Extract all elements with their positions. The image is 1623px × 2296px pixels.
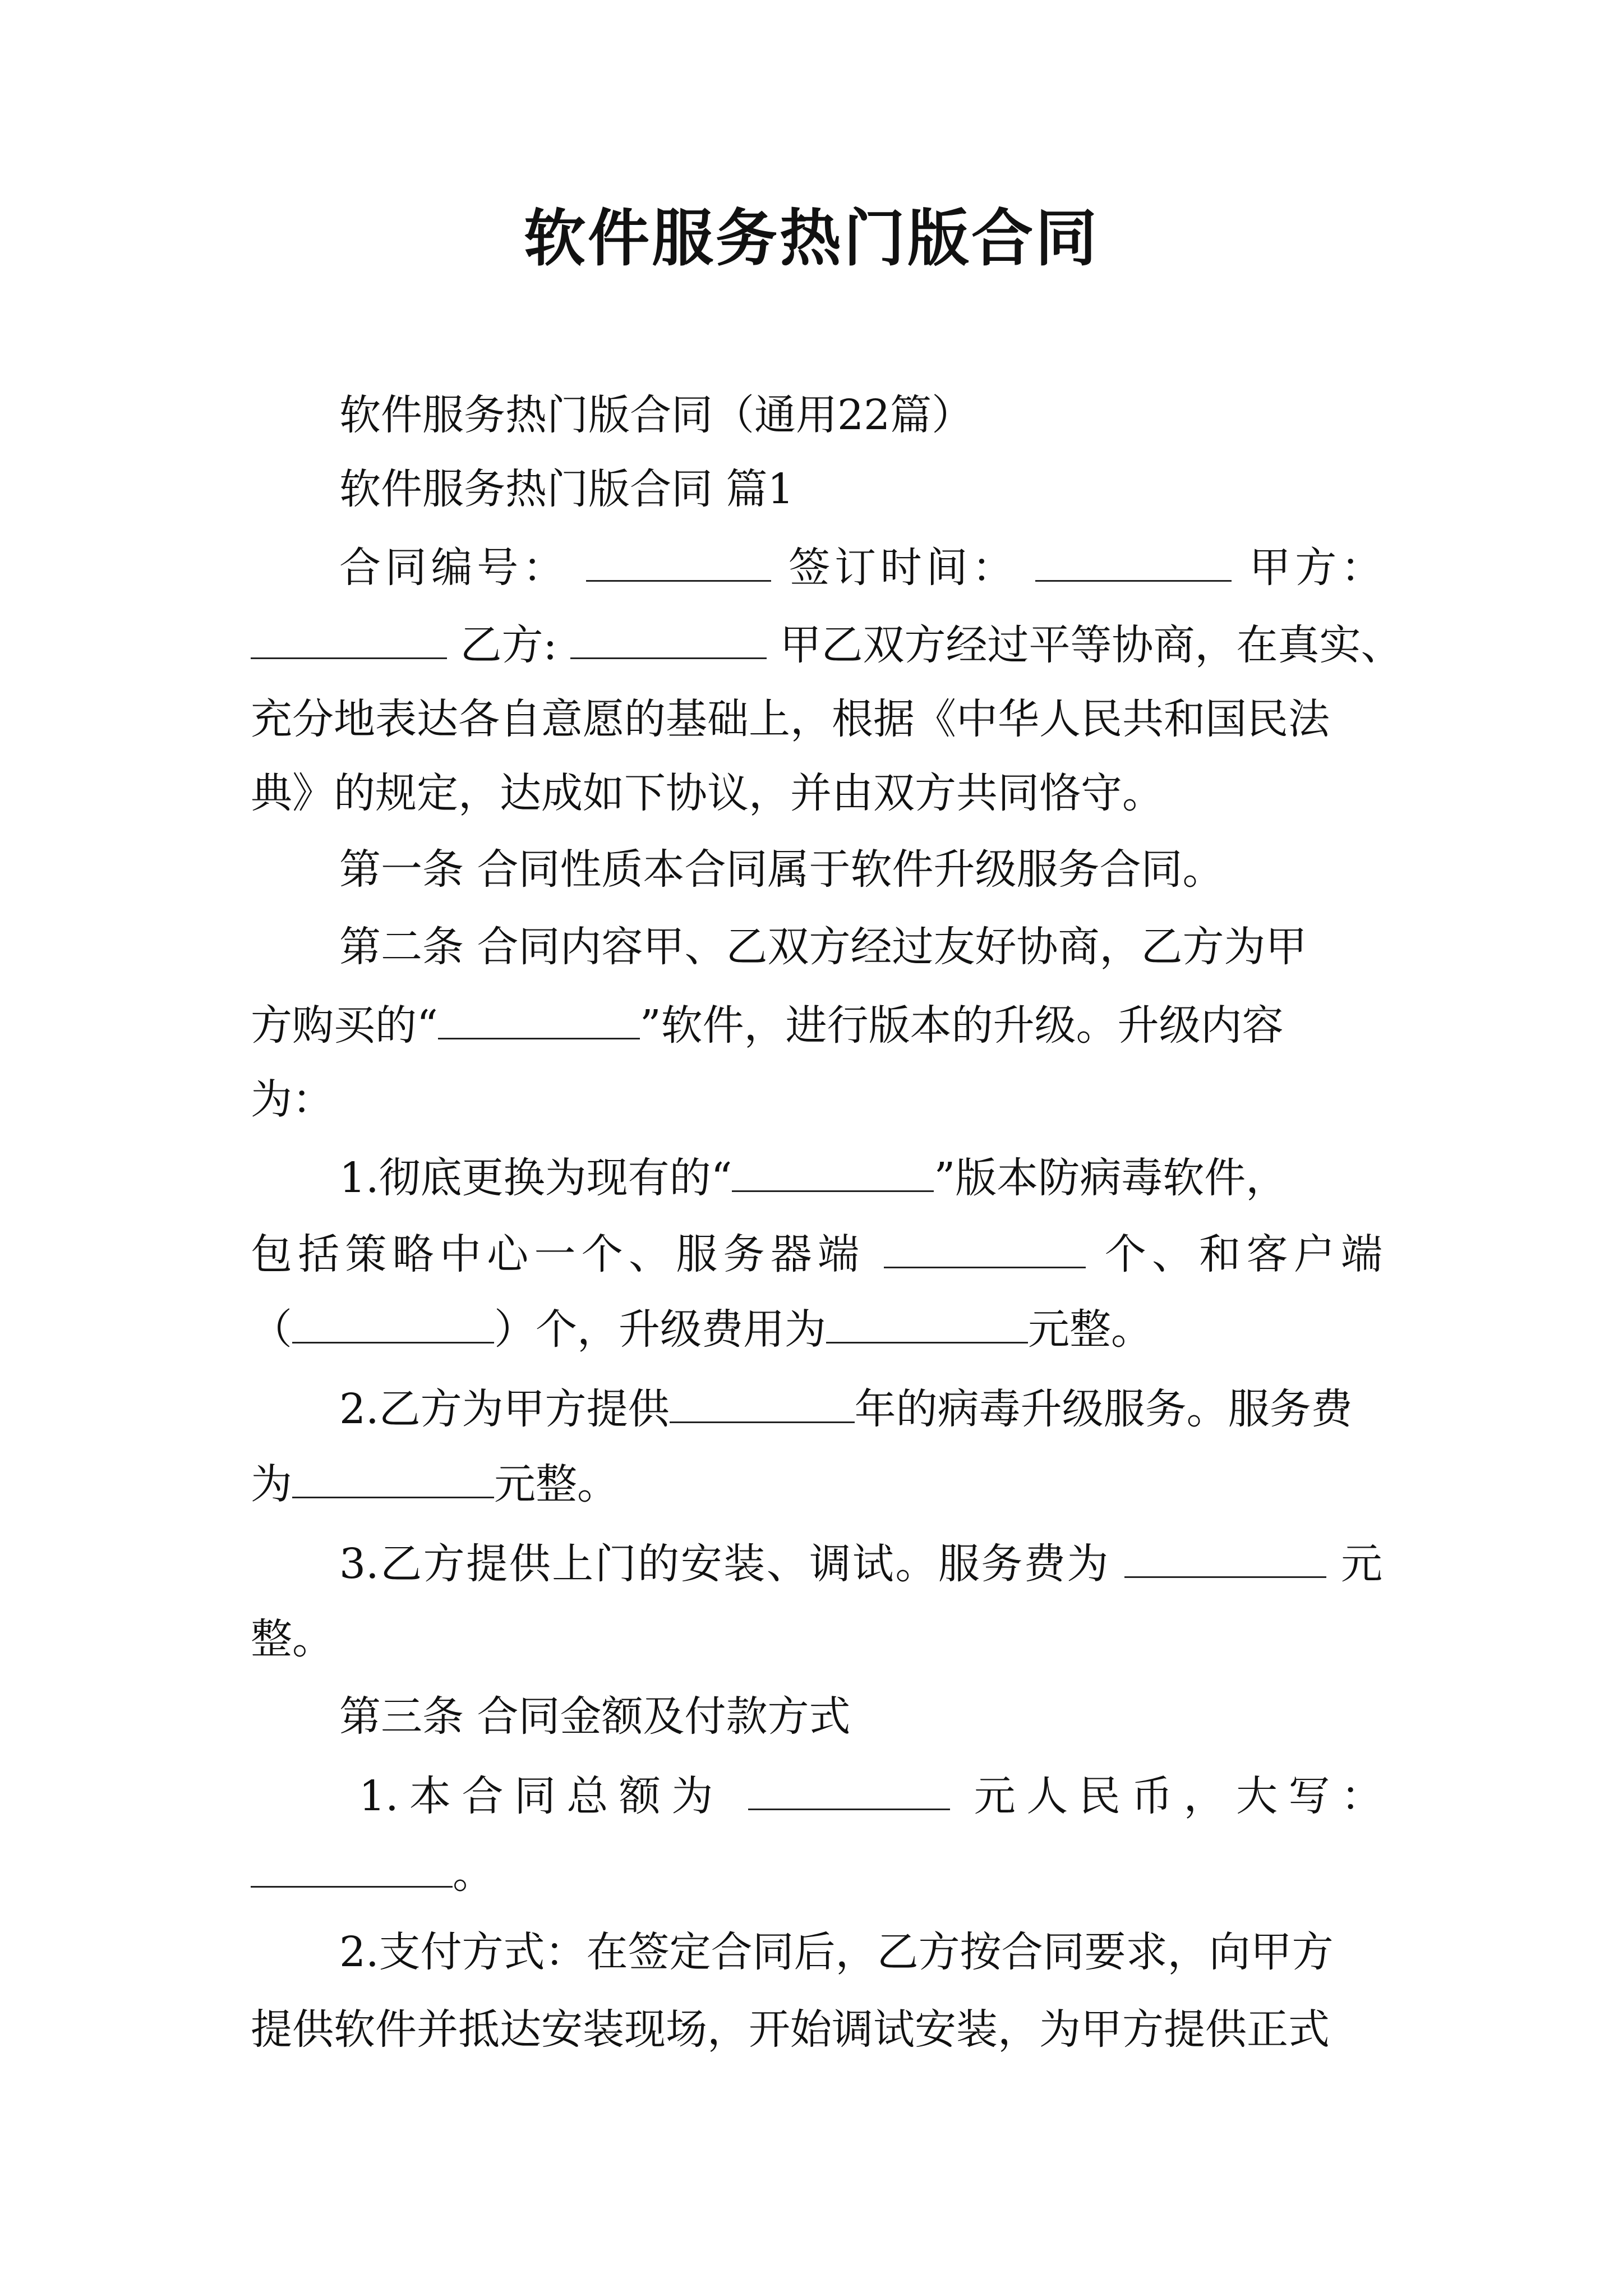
service-years-blank [670,1387,855,1423]
contract-info-line [339,540,1382,596]
pay-1-line-1 [359,1768,1382,1824]
upgrade-fee-blank [826,1307,1028,1343]
contract-no-blank [586,545,771,582]
item-3-line-1 [339,1536,1382,1592]
pay-1-text-b: 元人民币，大写： [974,1772,1382,1820]
contract-no-label: 合同编号： [339,544,569,592]
item-1-line-2 [251,1226,1382,1282]
article-2-text-a: 方购买的“ [251,1001,438,1050]
item-3-text-b: 元 [1341,1540,1382,1588]
install-fee-blank [1124,1542,1326,1578]
intro-text-2: 充分地表达各自意愿的基础上，根据《中华人民共和国民法 [251,695,1330,743]
party-b-label: 乙方: [460,621,557,669]
document-title: 软件服务热门版合同 [524,203,1099,274]
pay-1-line-2 [251,1846,494,1902]
party-a-blank [251,623,447,659]
party-b-blank [570,623,767,659]
sign-time-blank [1035,545,1232,582]
party-a-label: 甲方： [1249,544,1382,592]
pay-2-line-1: 2.支付方式：在签定合同后，乙方按合同要求，向甲方 [339,1928,1334,1976]
item-2-line-1 [339,1381,1353,1437]
article-2-text-b: ”软件，进行版本的升级。升级内容 [639,1001,1284,1050]
item-1-text-c: 包括策略中心一个、服务器端 [251,1230,865,1278]
service-fee-blank [292,1462,494,1498]
section-heading: 软件服务热门版合同 篇1 [339,465,794,513]
item-1-text-g: 元整。 [1028,1305,1152,1354]
item-1-line-1 [339,1150,1287,1206]
item-2-text-d: 元整。 [494,1460,619,1508]
amount-words-blank [251,1851,453,1888]
intro-text-3: 典》的规定，达成如下协议，并由双方共同恪守。 [251,769,1164,817]
article-1: 第一条 合同性质本合同属于软件升级服务合同。 [339,845,1224,894]
document-subtitle: 软件服务热门版合同（通用22篇） [339,391,974,439]
version-blank [732,1156,934,1192]
item-1-line-3 [251,1301,1152,1358]
item-2-text-c: 为 [251,1460,292,1508]
pay-1-text-a: 1.本合同总额为 [359,1772,724,1820]
sign-time-label: 签订时间： [789,544,1018,592]
item-1-text-f: ）个，升级费用为 [494,1305,826,1354]
article-3: 第三条 合同金额及付款方式 [339,1692,851,1741]
software-name-blank [438,1003,640,1039]
item-2-text-b: 年的病毒升级服务。服务费 [854,1385,1353,1433]
item-2-line-2 [251,1456,619,1512]
item-1-text-e: （ [251,1305,292,1354]
article-2-line-3: 为： [251,1075,334,1124]
item-3-text-a: 3.乙方提供上门的安装、调试。服务费为 [339,1540,1110,1588]
pay-1-text-c: 。 [453,1849,494,1898]
item-1-text-b: ”版本防病毒软件， [934,1154,1288,1202]
party-b-line [251,617,1403,673]
item-1-text-a: 1.彻底更换为现有的“ [339,1154,732,1202]
intro-text-1: 甲乙双方经过平等协商，在真实、 [780,621,1403,669]
article-2-line-1: 第二条 合同内容甲、乙双方经过友好协商，乙方为甲 [339,923,1307,971]
item-3-line-2: 整。 [251,1615,334,1663]
item-1-text-d: 个、和客户端 [1104,1230,1383,1278]
item-2-text-a: 2.乙方为甲方提供 [339,1385,670,1433]
total-amount-blank [748,1774,950,1810]
article-2-line-2 [251,997,1284,1053]
client-count-blank [292,1307,494,1343]
server-count-blank [884,1232,1086,1268]
pay-2-line-2: 提供软件并抵达安装现场，开始调试安装，为甲方提供正式 [251,2005,1330,2054]
